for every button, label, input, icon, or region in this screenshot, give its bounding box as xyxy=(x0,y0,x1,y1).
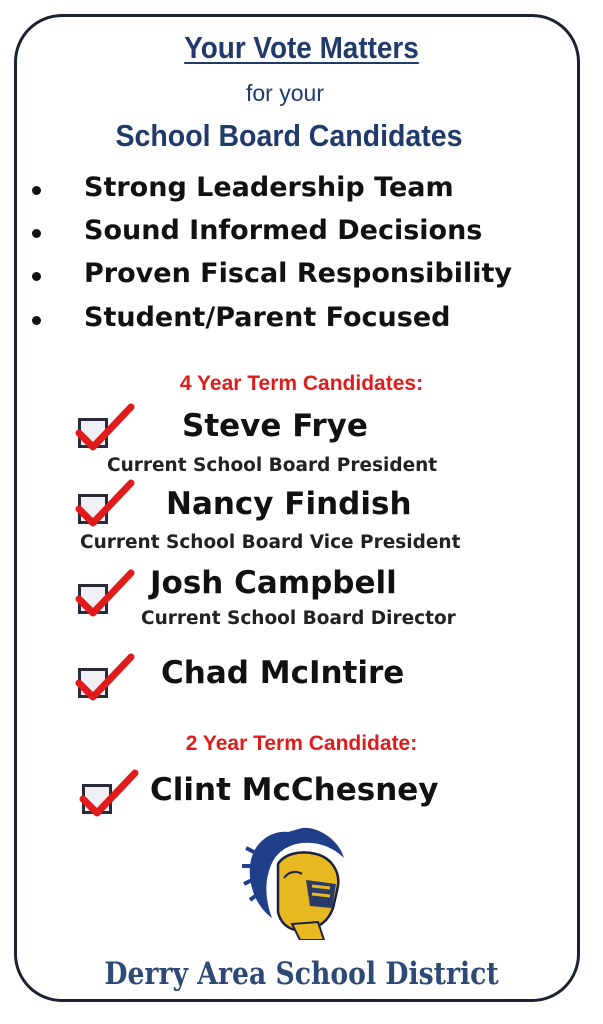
bullet-icon xyxy=(32,316,41,325)
candidate-name: Clint McChesney xyxy=(150,772,439,808)
bullet-text: Proven Fiscal Responsibility xyxy=(84,258,513,289)
flyer-title: Your Vote Matters xyxy=(184,30,419,65)
district-name: Derry Area School District xyxy=(104,956,499,992)
two-year-heading: 2 Year Term Candidate: xyxy=(185,732,418,755)
checked-checkbox-icon xyxy=(78,584,108,614)
bullet-text: Sound Informed Decisions xyxy=(84,215,483,246)
checked-checkbox-icon xyxy=(78,668,108,698)
bullet-text: Strong Leadership Team xyxy=(84,172,454,203)
candidate-role: Current School Board Vice President xyxy=(80,532,461,553)
bullet-text: Student/Parent Focused xyxy=(84,302,451,333)
candidate-name: Chad McIntire xyxy=(161,655,405,691)
bullet-icon xyxy=(32,186,41,195)
checked-checkbox-icon xyxy=(82,784,112,814)
flyer-subtitle: for your xyxy=(246,80,324,106)
candidate-name: Josh Campbell xyxy=(150,565,397,601)
candidate-role: Current School Board Director xyxy=(141,608,456,629)
bullet-icon xyxy=(32,229,41,238)
candidate-name: Steve Frye xyxy=(182,408,368,444)
candidate-role: Current School Board President xyxy=(107,455,438,476)
bullet-icon xyxy=(32,272,41,281)
candidate-name: Nancy Findish xyxy=(166,486,412,522)
trojan-helmet-logo xyxy=(240,822,362,940)
four-year-heading: 4 Year Term Candidates: xyxy=(179,372,424,395)
checked-checkbox-icon xyxy=(78,418,108,448)
flyer-heading: School Board Candidates xyxy=(115,118,463,153)
checked-checkbox-icon xyxy=(78,494,108,524)
